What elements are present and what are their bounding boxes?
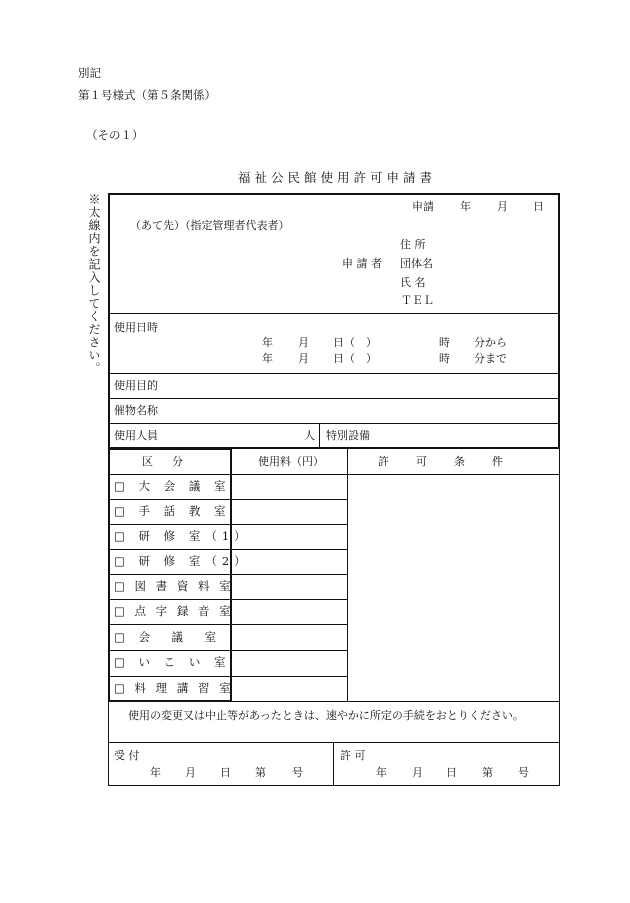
application-year: 年	[460, 200, 471, 213]
part-number: （その１）	[86, 128, 144, 142]
notice-text: 使用の変更又は中止等があったときは、速やかに所定の手続をおとりください。	[128, 709, 524, 722]
person-name-label: 氏 名	[400, 276, 426, 289]
room-item: □ い こ い 室	[114, 655, 231, 669]
start-day: 日（ ）	[333, 336, 377, 349]
receipt-year: 年	[150, 766, 161, 779]
end-hour: 時	[439, 352, 450, 365]
people-unit: 人	[304, 429, 315, 442]
receipt-go: 号	[292, 766, 303, 779]
application-date-label: 申請	[412, 200, 434, 213]
permit-day: 日	[446, 766, 457, 779]
end-day: 日（ ）	[333, 352, 377, 365]
addressee: （あて先）（指定管理者代表者）	[130, 219, 290, 232]
start-hour: 時	[439, 336, 450, 349]
start-year: 年	[262, 336, 273, 349]
permit-year: 年	[376, 766, 387, 779]
people-label: 使用人員	[114, 429, 158, 442]
room-item: □ 研 修 室（1）	[114, 529, 251, 543]
form-title: 福祉公民館使用許可申請書	[238, 170, 437, 185]
room-item: □ 会 議 室	[114, 630, 222, 644]
event-name-label: 催物名称	[114, 404, 158, 417]
annex-label: 別記	[78, 66, 101, 80]
permit-dai: 第	[482, 766, 493, 779]
receipt-dai: 第	[255, 766, 266, 779]
room-item: □ 図 書 資 料 室	[114, 579, 234, 593]
room-item: □ 手 話 教 室	[114, 504, 231, 518]
group-name-label: 団体名	[400, 257, 433, 270]
end-year: 年	[262, 352, 273, 365]
tel-label: ＴＥＬ	[401, 294, 434, 307]
purpose-label: 使用目的	[114, 379, 158, 392]
side-note: ※太線内を記入してください。	[87, 193, 101, 375]
category-header: 区 分	[142, 455, 187, 468]
permit-month: 月	[412, 766, 423, 779]
conditions-header: 許 可 条 件	[378, 455, 511, 468]
receipt-day: 日	[220, 766, 231, 779]
form-number: 第１号様式（第５条関係）	[78, 88, 216, 102]
address-label: 住 所	[400, 238, 426, 251]
receipt-label: 受 付	[114, 749, 140, 762]
room-item: □ 大 会 議 室	[114, 479, 231, 493]
usage-time-label: 使用日時	[114, 321, 158, 334]
permit-go: 号	[518, 766, 529, 779]
permit-label: 許 可	[340, 749, 366, 762]
room-item: □ 料 理 講 習 室	[114, 681, 234, 695]
room-item: □ 研 修 室（2）	[114, 554, 251, 568]
room-item: □ 点 字 録 音 室	[114, 604, 234, 618]
application-month: 月	[497, 200, 508, 213]
applicant-label: 申 請 者	[342, 257, 382, 270]
equipment-label: 特別設備	[326, 429, 370, 442]
end-month: 月	[298, 352, 309, 365]
receipt-month: 月	[185, 766, 196, 779]
fee-header: 使用料（円）	[258, 455, 324, 468]
end-to: 分まで	[474, 352, 507, 365]
start-month: 月	[298, 336, 309, 349]
application-day: 日	[533, 200, 544, 213]
start-from: 分から	[474, 336, 507, 349]
